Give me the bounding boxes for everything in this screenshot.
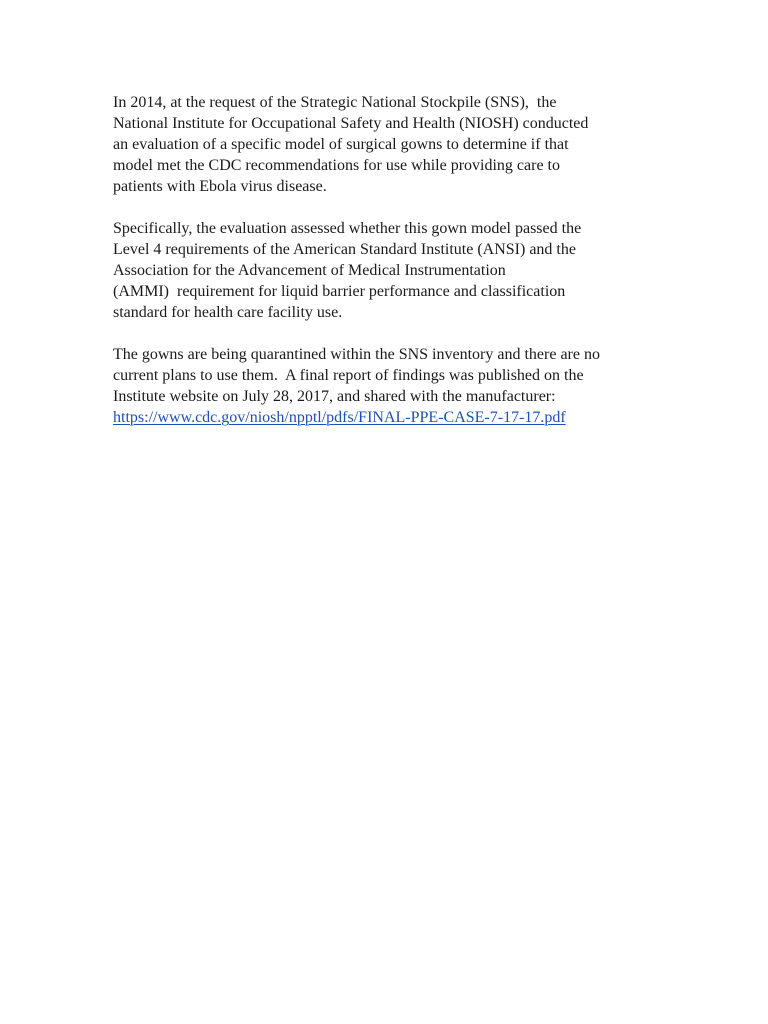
report-link[interactable]: https://www.cdc.gov/niosh/npptl/pdfs/FINAL-PPE-CASE-7-17-17.pdf xyxy=(113,409,566,426)
text-line: Level 4 requirements of the American Standard Institute (ANSI) and the xyxy=(113,241,576,258)
text-line: patients with Ebola virus disease. xyxy=(113,178,327,195)
paragraph-3 xyxy=(113,344,673,428)
text-line: (AMMI) requirement for liquid barrier performance and classification xyxy=(113,283,566,300)
text-line: Institute website on July 28, 2017, and shared with the manufacturer: xyxy=(113,388,556,405)
document-body xyxy=(113,92,673,449)
text-line: Association for the Advancement of Medical Instrumentation xyxy=(113,262,506,279)
text-line: standard for health care facility use. xyxy=(113,304,343,321)
paragraph-1 xyxy=(113,92,673,197)
text-line: model met the CDC recommendations for use while providing care to xyxy=(113,157,560,174)
paragraph-2 xyxy=(113,218,673,323)
text-line: Specifically, the evaluation assessed whether this gown model passed the xyxy=(113,220,582,237)
text-line: National Institute for Occupational Safety and Health (NIOSH) conducted xyxy=(113,115,589,132)
text-line: current plans to use them. A final report of findings was published on the xyxy=(113,367,584,384)
text-line: In 2014, at the request of the Strategic National Stockpile (SNS), the xyxy=(113,94,557,111)
text-line: an evaluation of a specific model of surgical gowns to determine if that xyxy=(113,136,569,153)
text-line: The gowns are being quarantined within the SNS inventory and there are no xyxy=(113,346,600,363)
